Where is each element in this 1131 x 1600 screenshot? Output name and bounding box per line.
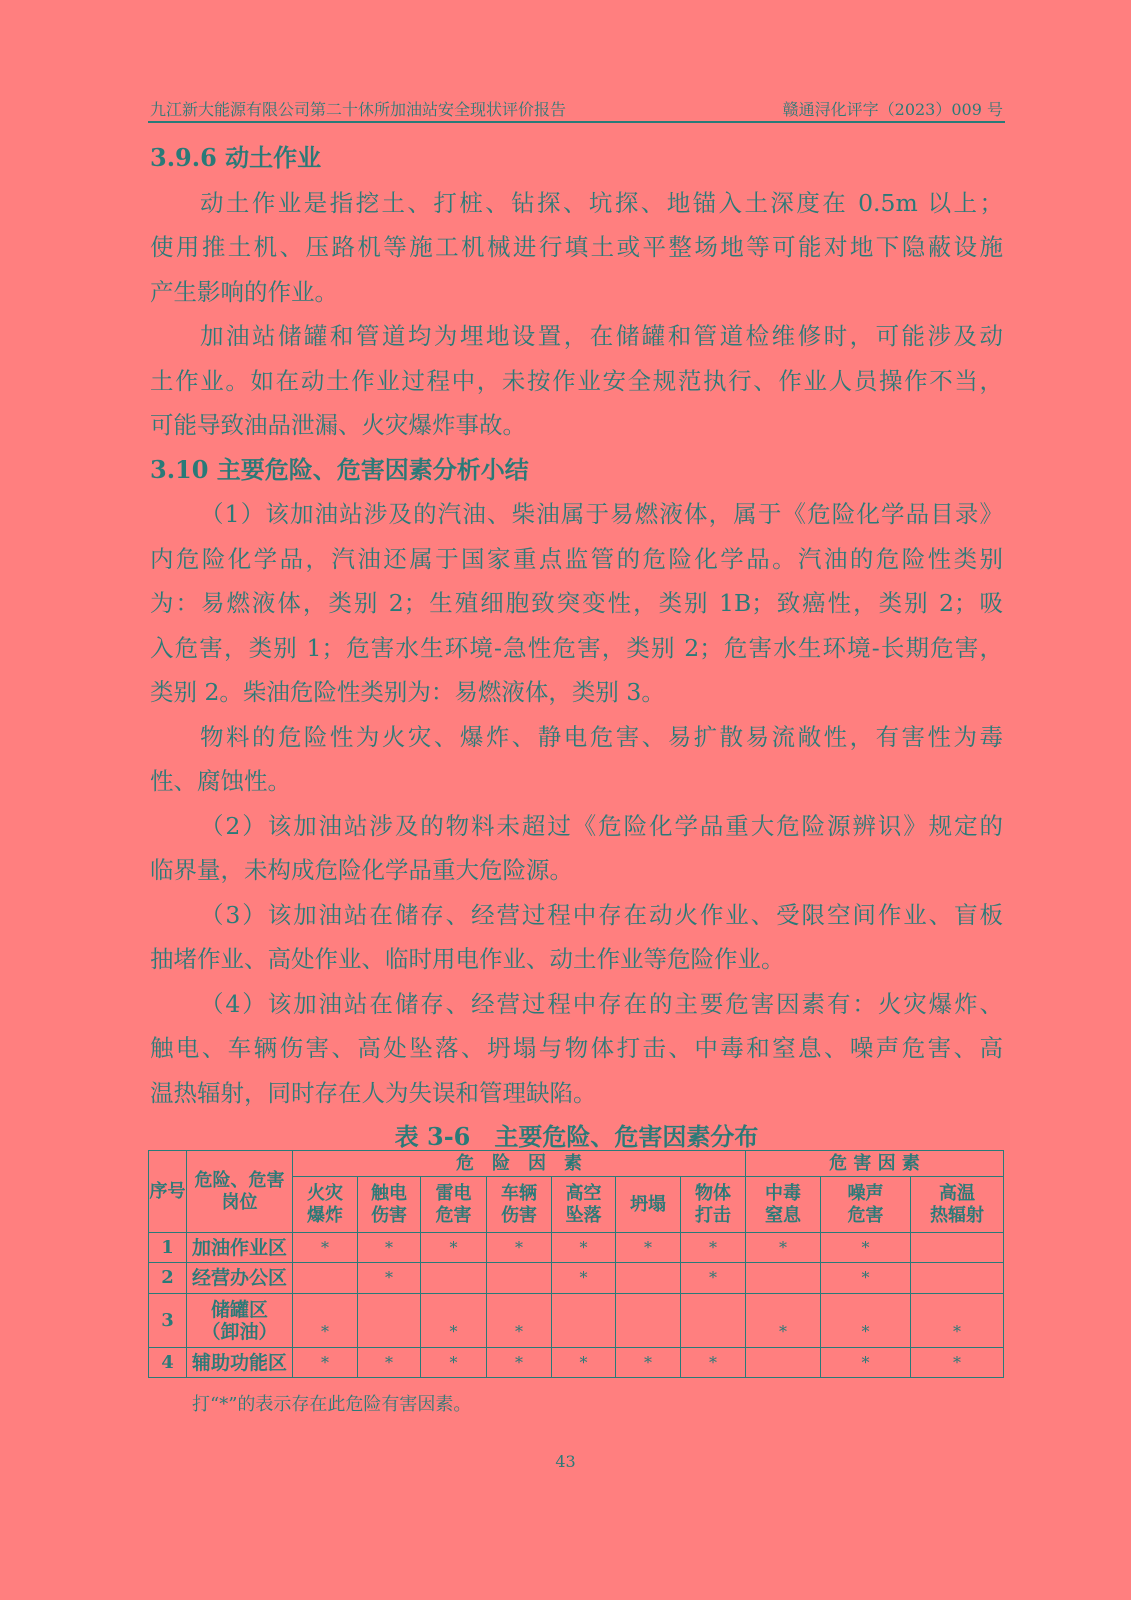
hazard-mark: * xyxy=(552,1263,616,1294)
document-body xyxy=(150,136,1003,1160)
page-header xyxy=(150,97,1003,120)
hazard-mark: * xyxy=(487,1294,552,1348)
header-title: 九江新大能源有限公司第二十休所加油站安全现状评价报告 xyxy=(150,100,567,119)
hazard-mark xyxy=(681,1294,746,1348)
hazard-mark: * xyxy=(293,1348,358,1378)
hazard-mark: * xyxy=(421,1294,487,1348)
hazard-mark: * xyxy=(487,1348,552,1378)
header-factor: 车辆 伤害 xyxy=(487,1177,552,1233)
row-area: 加油作业区 xyxy=(187,1233,293,1263)
hazard-mark xyxy=(487,1263,552,1294)
row-area: 经营办公区 xyxy=(187,1263,293,1294)
hazard-mark xyxy=(911,1263,1004,1294)
table-caption: 表 3-6 主要危险、危害因素分布 xyxy=(394,1122,759,1151)
header-factor: 中毒 窒息 xyxy=(746,1177,821,1233)
table-row xyxy=(149,1294,1004,1348)
hazard-mark xyxy=(421,1263,487,1294)
hazard-mark xyxy=(911,1233,1004,1263)
table-row xyxy=(149,1348,1004,1378)
row-area: 辅助功能区 xyxy=(187,1348,293,1378)
paragraph-line: 温热辐射，同时存在人为失误和管理缺陷。 xyxy=(150,1078,597,1107)
header-danger-group: 危 险 因 素 xyxy=(293,1151,746,1177)
paragraph-line: （1）该加油站涉及的汽油、柴油属于易燃液体，属于《危险化学品目录》 xyxy=(200,500,1003,528)
hazard-mark xyxy=(616,1294,681,1348)
header-seq: 序号 xyxy=(149,1151,187,1233)
header-factor: 雷电 危害 xyxy=(421,1177,487,1233)
table-row xyxy=(149,1233,1004,1263)
paragraph-line: 动土作业是指挖土、打桩、钻探、坑探、地锚入土深度在 0.5m 以上； xyxy=(200,188,1003,217)
row-number: 1 xyxy=(149,1233,187,1263)
paragraph-line: （4）该加油站在储存、经营过程中存在的主要危害因素有：火灾爆炸、 xyxy=(200,989,1003,1018)
row-number: 3 xyxy=(149,1294,187,1348)
hazard-mark: * xyxy=(681,1348,746,1378)
hazard-mark xyxy=(293,1263,358,1294)
hazard-mark: * xyxy=(358,1263,421,1294)
paragraph-line: 为：易燃液体，类别 2；生殖细胞致突变性，类别 1B；致癌性，类别 2；吸 xyxy=(150,589,1003,617)
hazard-mark: * xyxy=(821,1263,911,1294)
header-factor: 触电 伤害 xyxy=(358,1177,421,1233)
paragraph-line: 产生影响的作业。 xyxy=(150,277,338,306)
paragraph-line: （3）该加油站在储存、经营过程中存在动火作业、受限空间作业、盲板 xyxy=(200,900,1003,929)
paragraph-line: 土作业。如在动土作业过程中，未按作业安全规范执行、作业人员操作不当， xyxy=(150,366,1003,395)
paragraph-line: 加油站储罐和管道均为埋地设置，在储罐和管道检维修时，可能涉及动 xyxy=(200,322,1003,350)
paragraph-line: 使用推土机、压路机等施工机械进行填土或平整场地等可能对地下隐蔽设施 xyxy=(150,233,1003,261)
paragraph-line: 类别 2。柴油危险性类别为：易燃液体，类别 3。 xyxy=(150,678,665,706)
table-note: 打“*”的表示存在此危险有害因素。 xyxy=(192,1394,472,1415)
hazard-mark: * xyxy=(911,1348,1004,1378)
hazard-mark: * xyxy=(421,1233,487,1263)
hazard-mark xyxy=(616,1263,681,1294)
hazard-mark: * xyxy=(911,1294,1004,1348)
section-heading: 3.9.6 动土作业 xyxy=(150,143,322,172)
hazard-mark: * xyxy=(746,1233,821,1263)
header-divider xyxy=(148,121,1005,123)
hazard-mark: * xyxy=(681,1263,746,1294)
header-factor: 高空 坠落 xyxy=(552,1177,616,1233)
paragraph-line: 可能导致油品泄漏、火灾爆炸事故。 xyxy=(150,411,526,439)
section-heading: 3.10 主要危险、危害因素分析小结 xyxy=(150,454,529,484)
hazard-mark: * xyxy=(293,1294,358,1348)
hazard-mark: * xyxy=(552,1348,616,1378)
paragraph-line: 入危害，类别 1；危害水生环境-急性危害，类别 2；危害水生环境-长期危害， xyxy=(150,633,1003,662)
hazard-mark: * xyxy=(616,1233,681,1263)
hazard-mark xyxy=(552,1294,616,1348)
hazard-mark: * xyxy=(293,1233,358,1263)
header-factor: 物体 打击 xyxy=(681,1177,746,1233)
table-row xyxy=(149,1263,1004,1294)
paragraph-line: （2）该加油站涉及的物料未超过《危险化学品重大危险源辨识》规定的 xyxy=(200,811,1003,840)
hazard-mark: * xyxy=(616,1348,681,1378)
header-factor: 坍塌 xyxy=(616,1177,681,1233)
paragraph-line: 临界量，未构成危险化学品重大危险源。 xyxy=(150,856,573,884)
header-factor: 高温 热辐射 xyxy=(911,1177,1004,1233)
hazard-distribution-table xyxy=(148,1150,1004,1378)
hazard-mark xyxy=(358,1294,421,1348)
hazard-mark xyxy=(746,1348,821,1378)
page-number: 43 xyxy=(555,1452,576,1471)
hazard-mark: * xyxy=(821,1294,911,1348)
row-number: 4 xyxy=(149,1348,187,1378)
paragraph-line: 性、腐蚀性。 xyxy=(150,767,291,795)
header-factor: 火灾 爆炸 xyxy=(293,1177,358,1233)
hazard-mark: * xyxy=(358,1348,421,1378)
header-doc-number: 赣通浔化评字（2023）009 号 xyxy=(782,100,1003,119)
hazard-mark: * xyxy=(681,1233,746,1263)
header-post: 危险、危害岗位 xyxy=(187,1151,293,1233)
hazard-mark: * xyxy=(746,1294,821,1348)
hazard-mark: * xyxy=(552,1233,616,1263)
hazard-mark: * xyxy=(821,1348,911,1378)
hazard-mark: * xyxy=(421,1348,487,1378)
hazard-mark xyxy=(746,1263,821,1294)
paragraph-line: 抽堵作业、高处作业、临时用电作业、动土作业等危险作业。 xyxy=(150,945,785,973)
header-harm-group: 危 害 因 素 xyxy=(746,1151,1004,1177)
row-number: 2 xyxy=(149,1263,187,1294)
paragraph-line: 物料的危险性为火灾、爆炸、静电危害、易扩散易流敞性，有害性为毒 xyxy=(200,722,1003,751)
paragraph-line: 触电、车辆伤害、高处坠落、坍塌与物体打击、中毒和窒息、噪声危害、高 xyxy=(150,1034,1003,1062)
paragraph-line: 内危险化学品，汽油还属于国家重点监管的危险化学品。汽油的危险性类别 xyxy=(150,544,1003,573)
hazard-mark: * xyxy=(358,1233,421,1263)
hazard-mark: * xyxy=(821,1233,911,1263)
row-area: 储罐区 （卸油） xyxy=(187,1294,293,1348)
header-factor: 噪声 危害 xyxy=(821,1177,911,1233)
hazard-mark: * xyxy=(487,1233,552,1263)
